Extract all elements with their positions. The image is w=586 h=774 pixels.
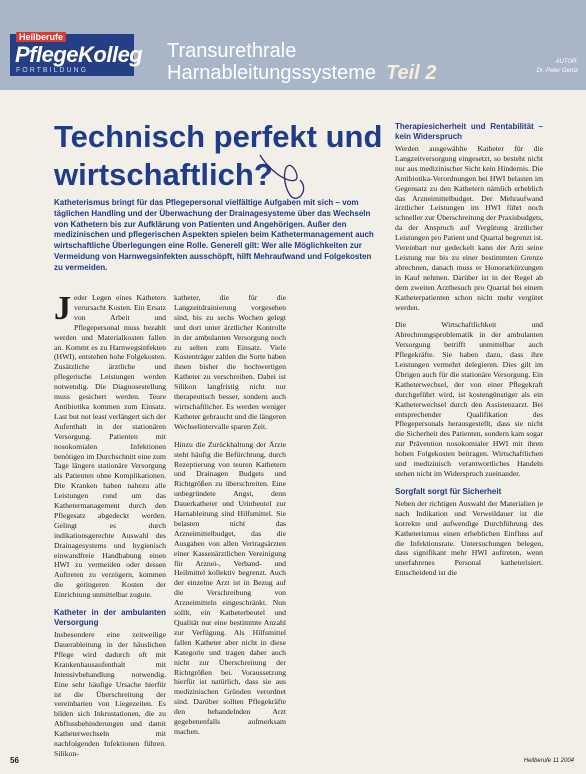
logo-subtitle: FORTBILDUNG <box>16 67 89 74</box>
author-block <box>537 58 578 76</box>
logo-publisher: Heilberufe <box>16 32 66 42</box>
logo-title: PflegeKolleg <box>15 42 143 67</box>
series-title-line2-wrap <box>167 62 436 84</box>
author-name: Dr. Peter Gentz <box>536 68 578 74</box>
pflegekolleg-logo <box>10 32 143 76</box>
series-part: Teil 2 <box>386 62 437 84</box>
text-column-1 <box>54 290 166 767</box>
paragraph-text: eder Legen eines Katheters verursacht Kosten. Ein Ersatz von Arbeit und Pflegepersonal muss bezahlt werden und Materialkosten fallen an. Kommt es zu Harnwegsinfekten (HWI), entstehen hohe Folgekosten. Zusätzliche ärztliche und pflegerische Leistungen werden notwendig. Die Diagnosestellung muss gesichert werden. Teure Antibiotika kommen zum Einsatz. Last but not least verlängert sich der Aufenthalt in der stationären Versorgung. Patienten mit nosokomialen Infektionen benötigen im Durchschnitt eine zum Tage längere stationäre Versorgung als Patienten ohne Komplikationen. Die Kranken haben nahezu alle Leistungen rund um das Kathetermanagement durch den Pflegesatz abgedeckt werden. Gelingt es durch indikationsgerechte Auswahl des Drainagesystems und hygienisch einwandfreie Handhabung einen HWI zu vermeiden oder dessen Auftreten zu verzögern, kommen die geringeren Kosten der Einrichtung unmittelbar zugute. <box>54 293 166 600</box>
paragraph: Insbesondere eine zeitweilige Dauerableitung in der häuslichen Pflege wird dadurch oft mit Krankenhausaufenthalt mit Intensivbehandlung notwendig. Eine sehr häufige Ursache hierfür ist die Überschreitung der vereinbarten von Liegezeiten. Es bilden sich Inkrustationen, die zu Abflussbehinderungen und damit Katheterwechseln mit nachfolgenden Infektionen führen. Silikon- <box>54 630 166 758</box>
text-column-3 <box>395 122 543 586</box>
article-intro: Katheterismus bringt für das Pflegepersonal vielfältige Aufgaben mit sich – vom täglichen Handling und der Überwachung der Drainagesysteme über das Wechseln von Kathetern bis zur Aufklärung von Patienten und Angehörigen. Außer den medizinischen und pflegerischen Aspekten spielen beim Kathetermanagement auch wirtschaftliche Überlegungen eine Rolle. Generell gilt: Wer alle Möglichkeiten zur Vermeidung von Harnwegsinfekten ausschöpft, hilft Mehraufwand und Folgekosten zu vermeiden. <box>54 198 374 272</box>
paragraph: katheter, die für die Langzeitdrainierung vorgesehen sind, bis zu sechs Wochen gelegt und dort unter ärztlicher Kontrolle in der ambulanten Versorgung noch zu selten zum Einsatz. Viele Kostenträger zahlen die Sorte haben ihnen bisher die hochwertigen Katheter zu verschreiben. Dabei ist Silikon langfristig nicht nur therapeutisch besser, sondern auch wirtschaftlicher. Es werden weniger Katheter gebraucht und die längeren Wechselintervalle sparen Zeit. <box>174 293 286 431</box>
series-title <box>167 40 436 84</box>
header-band <box>0 0 586 90</box>
author-label: AUTOR: <box>555 59 578 65</box>
paragraph: Werden ausgewählte Katheter für die Langzeitversorgung eingesetzt, so besteht nicht nur aus medizinischer Sicht kein Hindernis. Die Antibiotika-Verordnungen bei HWI belasten im Gegensatz zu den Kathetern nämlich erheblich das Arzneimittelbudget. Der Mehraufwand ärztlicher Leistungen im HWI führt noch schneller zur Überschreitung der Praxisbudgets, da der Anspruch auf Vergütung ärztlicher Leistungen pro Patient und Quartal begrenzt ist. Vereinbart nur gedeckelt kann der Arzt seine Leistung nur bis zu einer bestimmten Grenze abrechnen, danach muss er Honorarkürzungen in Kauf nehmen. Darüber ist in der Regel ab dem zweiten Arztbesuch pro Quartal bei einem Katheterpatienten schon nicht mehr vergütet werden. <box>395 144 543 312</box>
article-title: Technisch perfekt und wirtschaftlich? <box>54 119 383 192</box>
paragraph: Die Wirtschaftlichkeit und Abrechnungsproblematik in der ambulanten Versorgung betrifft unmittelbar auch Pflegekräfte. Sie haben dazu, dass ihre Leistungen vermehrt delegieren. Dies gilt im Übrigen auch für die stationäre Versorgung. Ein Katheterwechsel, der von einer Pflegekraft durchgeführt wird, ist kostengünstiger als ein Katheterwechsel durch den Assistenzarzt. Bei entsprechender Qualifikation des Pflegepersonals herausgestellt, dass sie nicht die Sicherheit des Patienten, sondern kam sogar zur Prävention nosokomialer HWI mit ihren hohen Folgekosten beitragen. Wirtschaftlichen und medizinisch verantwortliches Handeln stehen nicht im Widerspruch zueinander. <box>395 320 543 478</box>
handwritten-squiggle-icon <box>255 150 325 200</box>
subheading: Therapiesicherheit und Rentabilität – kein Widerspruch <box>395 122 543 141</box>
page-number: 56 <box>10 756 19 765</box>
footer-source: Heilberufe 11 2004 <box>523 758 574 764</box>
paragraph: Hinzu die Zurückhaltung der Ärzte steht häufig die Befürchtung, durch Rezeptierung von teuren Kathetern und Drainagen Budgets und Richtgrößen zu überschreiten. Eine unbegründete Angst, denn Dauerkatheter und Urinbeutel zur Harnableitung sind Hilfsmittel. Sie belasten nicht das Arzneimittelbudget, das die Ausgaben von allen Vertragsärzten einer Kassenärztlichen Vereinigung für Arznei-, Verband- und Heilmittel kollektiv begrenzt. Auch der einzelne Arzt ist in Bezug auf die Verschreibung von Arzneimitteln eingeschränkt. Nun solllt, ein Katheterbeutel und Qualität nur eine bestimmte Anzahl zur Verfügung. Als Hilfsmittel fallen Katheter aber nicht in diese Kategorie und tragen daher auch nicht zur Überschreitung der Richtgrößen bei. Voraussetzung hierfür ist natürlich, dass sie aus medizinischen Gründen verordnet sind. Darüber sollten Pflegekräfte den behandelnden Arzt gegebenenfalls aufmerksam machen. <box>174 439 286 736</box>
text-column-2 <box>174 293 286 745</box>
subheading: Katheter in der ambulanten Versorgung <box>54 608 166 628</box>
paragraph: Neben der richtigen Auswahl der Materialien je nach Indikation und Verweildauer ist die korrekte und aufwendige Durchführung des Katheterismus einen erheblichen Einfluss auf die Infektionsrate. Untersuchungen belegen, dass signifikant mehr HWI auftreten, wenn unerfahrenes Personal katheterisiert. Entscheidend ist die <box>395 498 543 578</box>
dropcap: J <box>54 290 71 327</box>
paragraph <box>54 290 166 600</box>
series-title-line2: Harnableitungssysteme <box>167 62 376 84</box>
subheading: Sorgfalt sorgt für Sicherheit <box>395 486 502 496</box>
series-title-line1: Transurethrale <box>167 40 297 62</box>
